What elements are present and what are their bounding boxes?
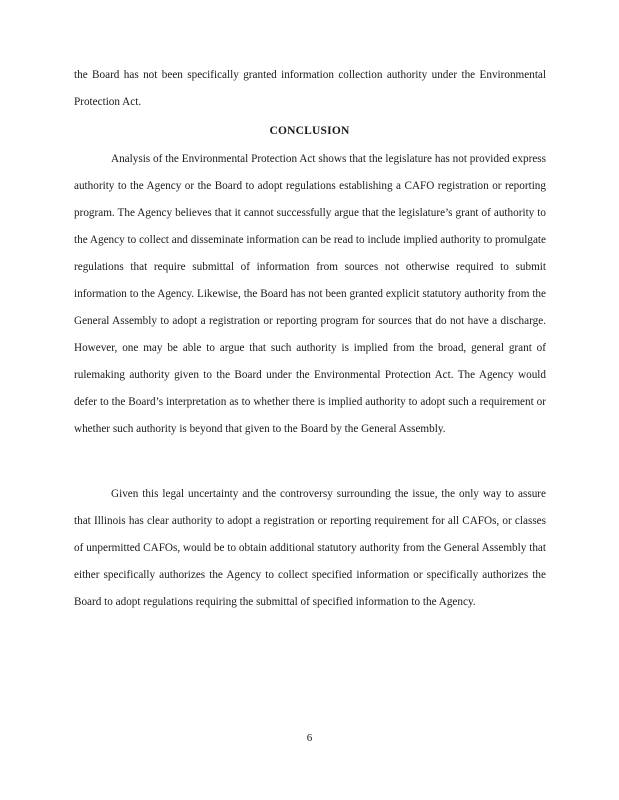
page-number: 6 (306, 732, 313, 744)
continuation-paragraph: the Board has not been specifically granted information collection authority under the Environmental Protection Act. (74, 69, 546, 108)
conclusion-paragraph-1: Analysis of the Environmental Protection Act shows that the legislature has not provided express authority to the Agency or the Board to adopt regulations establishing a CAFO registration or reporting program. The Agency believes that it cannot successfully argue that the legislature’s grant of authority to the Agency to collect and disseminate information can be read to include implied authority to promulgate regulations that require submittal of information from sources not otherwise required to submit information to the Agency. Likewise, the Board has not been granted explicit statutory authority from the General Assembly to adopt a registration or reporting program for sources that do not have a discharge. However, one may be able to argue that such authority is implied from the broad, general grant of rulemaking authority given to the Board under the Environmental Protection Act. The Agency would defer to the Board’s interpretation as to whether there is implied authority to adopt such a requirement or whether such authority is beyond that given to the Board by the General Assembly. (74, 153, 546, 435)
conclusion-paragraph-2: Given this legal uncertainty and the controversy surrounding the issue, the only way to assure that Illinois has clear authority to adopt a registration or reporting requirement for all CAFOs, or classes of unpermitted CAFOs, would be to obtain additional statutory authority from the General Assembly that either specifically authorizes the Agency to collect specified information or specifically authorizes the Board to adopt regulations requiring the submittal of specified information to the Agency. (74, 488, 546, 608)
section-heading-conclusion: CONCLUSION (269, 125, 350, 137)
